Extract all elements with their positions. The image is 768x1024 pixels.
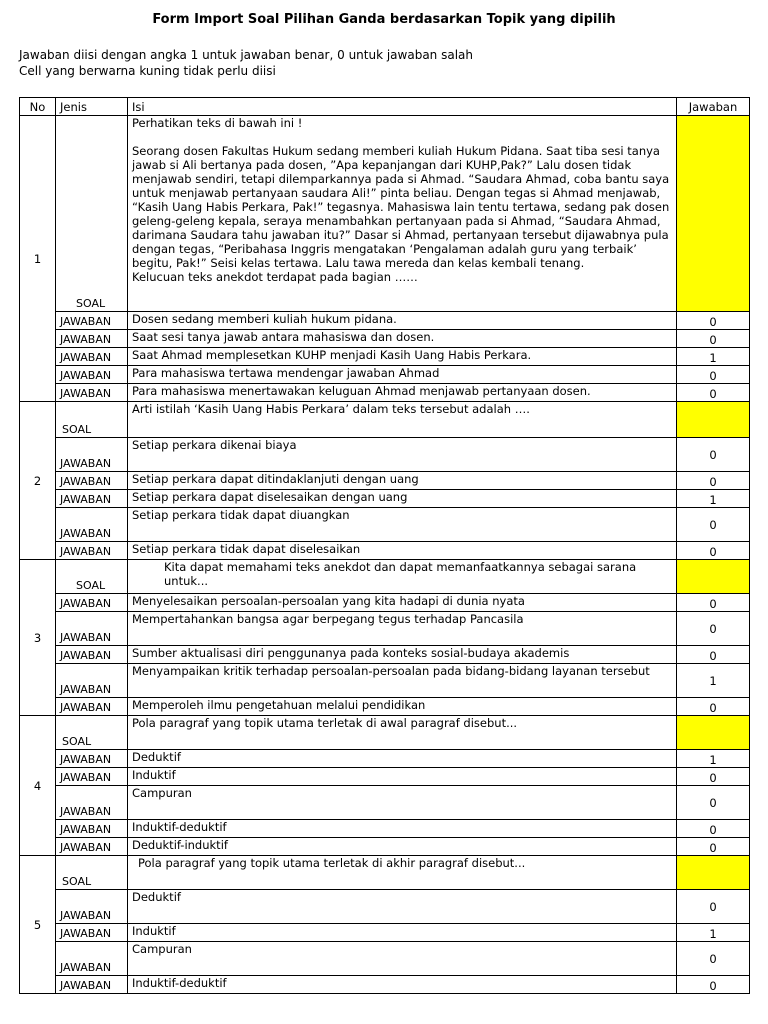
answer-value[interactable]: 0 [677, 438, 750, 472]
instruction-line-2: Cell yang berwarna kuning tidak perlu diisi [19, 64, 276, 78]
question-row [20, 402, 750, 438]
question-text-cell [128, 856, 677, 890]
question-text: Pola paragraf yang topik utama terletak di awal paragraf disebut... [132, 716, 518, 730]
answer-text[interactable]: Para mahasiswa menertawakan keluguan Ahmad menjawab pertanyaan dosen. [128, 384, 677, 402]
answer-label: JAWABAN [56, 890, 128, 924]
answer-label: JAWABAN [56, 330, 128, 348]
answer-row [20, 838, 750, 856]
answer-row [20, 330, 750, 348]
answer-label: JAWABAN [56, 612, 128, 646]
answer-text[interactable]: Para mahasiswa tertawa mendengar jawaban Ahmad [128, 366, 677, 384]
answer-value[interactable]: 0 [677, 890, 750, 924]
answer-text[interactable]: Deduktif [128, 750, 677, 768]
answer-row [20, 750, 750, 768]
answer-value[interactable]: 0 [677, 366, 750, 384]
answer-label: JAWABAN [56, 542, 128, 560]
question-text: Kita dapat memahami teks anekdot dan dapat memanfaatkannya sebagai sarana untuk... [164, 560, 637, 588]
answer-label: JAWABAN [56, 384, 128, 402]
question-text: Pola paragraf yang topik utama terletak di akhir paragraf disebut... [138, 856, 526, 870]
answer-row [20, 542, 750, 560]
answer-text[interactable]: Memperoleh ilmu pengetahuan melalui pendidikan [128, 698, 677, 716]
answer-row [20, 612, 750, 646]
answer-value[interactable]: 1 [677, 490, 750, 508]
question-number: 2 [20, 402, 56, 560]
answer-text[interactable]: Induktif [128, 768, 677, 786]
answer-text[interactable]: Setiap perkara dapat diselesaikan dengan uang [128, 490, 677, 508]
answer-row [20, 942, 750, 976]
answer-text[interactable]: Setiap perkara tidak dapat diuangkan [128, 508, 677, 542]
answer-value[interactable]: 0 [677, 312, 750, 330]
question-text: Arti istilah ‘Kasih Uang Habis Perkara’ dalam teks tersebut adalah …. [132, 402, 530, 416]
answer-value[interactable]: 1 [677, 664, 750, 698]
answer-row [20, 366, 750, 384]
answer-text[interactable]: Sumber aktualisasi diri penggunanya pada konteks sosial-budaya akademis [128, 646, 677, 664]
answer-value[interactable]: 0 [677, 542, 750, 560]
answer-value[interactable]: 0 [677, 612, 750, 646]
question-text: Perhatikan teks di bawah ini ! Seorang dosen Fakultas Hukum sedang memberi kuliah Hukum Pidana. Saat tiba sesi tanya jawab si Ali bertanya pada dosen, ”Apa kepanjangan dari KUHP,Pak?” Lalu dosen tidak menjawab sendiri, tetapi dilemparkannya pada si Ahmad. “Saudara Ahmad, coba bantu saya untuk menjawab pertanyaan saudara Ali!” pinta beliau. Dengan tegas si Ahmad menjawab, “Kasih Uang Habis Perkara, Pak!” tegasnya. Mahasiswa lain tentu tertawa, sedang pak dosen geleng-geleng kepala, seraya menambahkan pertanyaan pada si Ahmad, “Saudara Ahmad, darimana Saudara tahu jawaban itu?” Dasar si Ahmad, pertanyaan tersebut dijawabnya pula dengan tegas, “Peribahasa Inggris mengatakan ‘Pengalaman adalah guru yang terbaik’ begitu, Pak!” Seisi kelas tertawa. Lalu tawa mereda dan kelas kembali tenang. Kelucuan teks anekdot terdapat pada bagian …… [132, 116, 670, 284]
answer-row [20, 664, 750, 698]
answer-row [20, 508, 750, 542]
answer-value[interactable]: 0 [677, 384, 750, 402]
soal-label: SOAL [56, 716, 128, 750]
answer-label: JAWABAN [56, 750, 128, 768]
question-number: 5 [20, 856, 56, 994]
answer-row [20, 924, 750, 942]
jawaban-disabled-cell [677, 116, 750, 312]
answer-text[interactable]: Setiap perkara dapat ditindaklanjuti dengan uang [128, 472, 677, 490]
answer-label: JAWABAN [56, 698, 128, 716]
answer-text[interactable]: Campuran [128, 786, 677, 820]
header-no: No [20, 98, 56, 116]
answer-label: JAWABAN [56, 348, 128, 366]
answer-value[interactable]: 0 [677, 646, 750, 664]
answer-value[interactable]: 0 [677, 330, 750, 348]
answer-text[interactable]: Campuran [128, 942, 677, 976]
answer-row [20, 698, 750, 716]
answer-text[interactable]: Setiap perkara tidak dapat diselesaikan [128, 542, 677, 560]
answer-value[interactable]: 0 [677, 594, 750, 612]
question-number: 1 [20, 116, 56, 402]
answer-value[interactable]: 0 [677, 768, 750, 786]
answer-text[interactable]: Menyampaikan kritik terhadap persoalan-persoalan pada bidang-bidang layanan tersebut [128, 664, 677, 698]
question-table [19, 97, 750, 994]
answer-label: JAWABAN [56, 438, 128, 472]
answer-text[interactable]: Induktif-deduktif [128, 820, 677, 838]
soal-label: SOAL [56, 116, 128, 312]
soal-label: SOAL [56, 560, 128, 594]
answer-row [20, 890, 750, 924]
question-row [20, 560, 750, 594]
question-row [20, 116, 750, 312]
answer-text[interactable]: Deduktif-induktif [128, 838, 677, 856]
answer-row [20, 472, 750, 490]
answer-label: JAWABAN [56, 838, 128, 856]
header-jenis: Jenis [56, 98, 128, 116]
answer-text[interactable]: Mempertahankan bangsa agar berpegang tegus terhadap Pancasila [128, 612, 677, 646]
answer-row [20, 820, 750, 838]
question-row [20, 716, 750, 750]
answer-row [20, 646, 750, 664]
question-text-cell [128, 402, 677, 438]
answer-value[interactable]: 1 [677, 924, 750, 942]
answer-label: JAWABAN [56, 594, 128, 612]
question-number: 3 [20, 560, 56, 716]
answer-label: JAWABAN [56, 312, 128, 330]
question-text-cell [128, 716, 677, 750]
answer-label: JAWABAN [56, 490, 128, 508]
answer-value[interactable]: 0 [677, 508, 750, 542]
form-title: Form Import Soal Pilihan Ganda berdasarkan Topik yang dipilih [152, 12, 616, 27]
answer-text[interactable]: Induktif-deduktif [128, 976, 677, 994]
answer-value[interactable]: 0 [677, 698, 750, 716]
answer-text[interactable]: Induktif [128, 924, 677, 942]
answer-value[interactable]: 0 [677, 976, 750, 994]
answer-value[interactable]: 0 [677, 786, 750, 820]
answer-label: JAWABAN [56, 664, 128, 698]
answer-label: JAWABAN [56, 472, 128, 490]
answer-value[interactable]: 0 [677, 820, 750, 838]
answer-row [20, 438, 750, 472]
answer-row [20, 976, 750, 994]
answer-text[interactable]: Deduktif [128, 890, 677, 924]
answer-value[interactable]: 1 [677, 348, 750, 366]
answer-row [20, 490, 750, 508]
answer-label: JAWABAN [56, 768, 128, 786]
question-row [20, 856, 750, 890]
table-body [20, 116, 750, 994]
soal-label: SOAL [56, 856, 128, 890]
answer-row [20, 786, 750, 820]
answer-value[interactable]: 1 [677, 750, 750, 768]
answer-row [20, 312, 750, 330]
jawaban-disabled-cell [677, 402, 750, 438]
answer-text[interactable]: Saat Ahmad memplesetkan KUHP menjadi Kasih Uang Habis Perkara. [128, 348, 677, 366]
instruction-line-1: Jawaban diisi dengan angka 1 untuk jawaban benar, 0 untuk jawaban salah [19, 48, 473, 62]
header-isi: Isi [128, 98, 677, 116]
answer-row [20, 348, 750, 366]
answer-text[interactable]: Menyelesaikan persoalan-persoalan yang kita hadapi di dunia nyata [128, 594, 677, 612]
jawaban-disabled-cell [677, 856, 750, 890]
table-header-row [20, 98, 750, 116]
jawaban-disabled-cell [677, 560, 750, 594]
question-text-cell [128, 116, 677, 312]
answer-value[interactable]: 0 [677, 942, 750, 976]
answer-text[interactable]: Saat sesi tanya jawab antara mahasiswa dan dosen. [128, 330, 677, 348]
answer-row [20, 384, 750, 402]
answer-label: JAWABAN [56, 942, 128, 976]
question-number: 4 [20, 716, 56, 856]
answer-label: JAWABAN [56, 924, 128, 942]
answer-row [20, 594, 750, 612]
answer-label: JAWABAN [56, 366, 128, 384]
answer-label: JAWABAN [56, 820, 128, 838]
answer-value[interactable]: 0 [677, 838, 750, 856]
answer-text[interactable]: Dosen sedang memberi kuliah hukum pidana. [128, 312, 677, 330]
answer-label: JAWABAN [56, 646, 128, 664]
soal-label: SOAL [56, 402, 128, 438]
question-text-cell [128, 560, 677, 594]
jawaban-disabled-cell [677, 716, 750, 750]
header-jawaban: Jawaban [677, 98, 750, 116]
answer-row [20, 768, 750, 786]
answer-text[interactable]: Setiap perkara dikenai biaya [128, 438, 677, 472]
answer-label: JAWABAN [56, 786, 128, 820]
answer-value[interactable]: 0 [677, 472, 750, 490]
answer-label: JAWABAN [56, 508, 128, 542]
answer-label: JAWABAN [56, 976, 128, 994]
